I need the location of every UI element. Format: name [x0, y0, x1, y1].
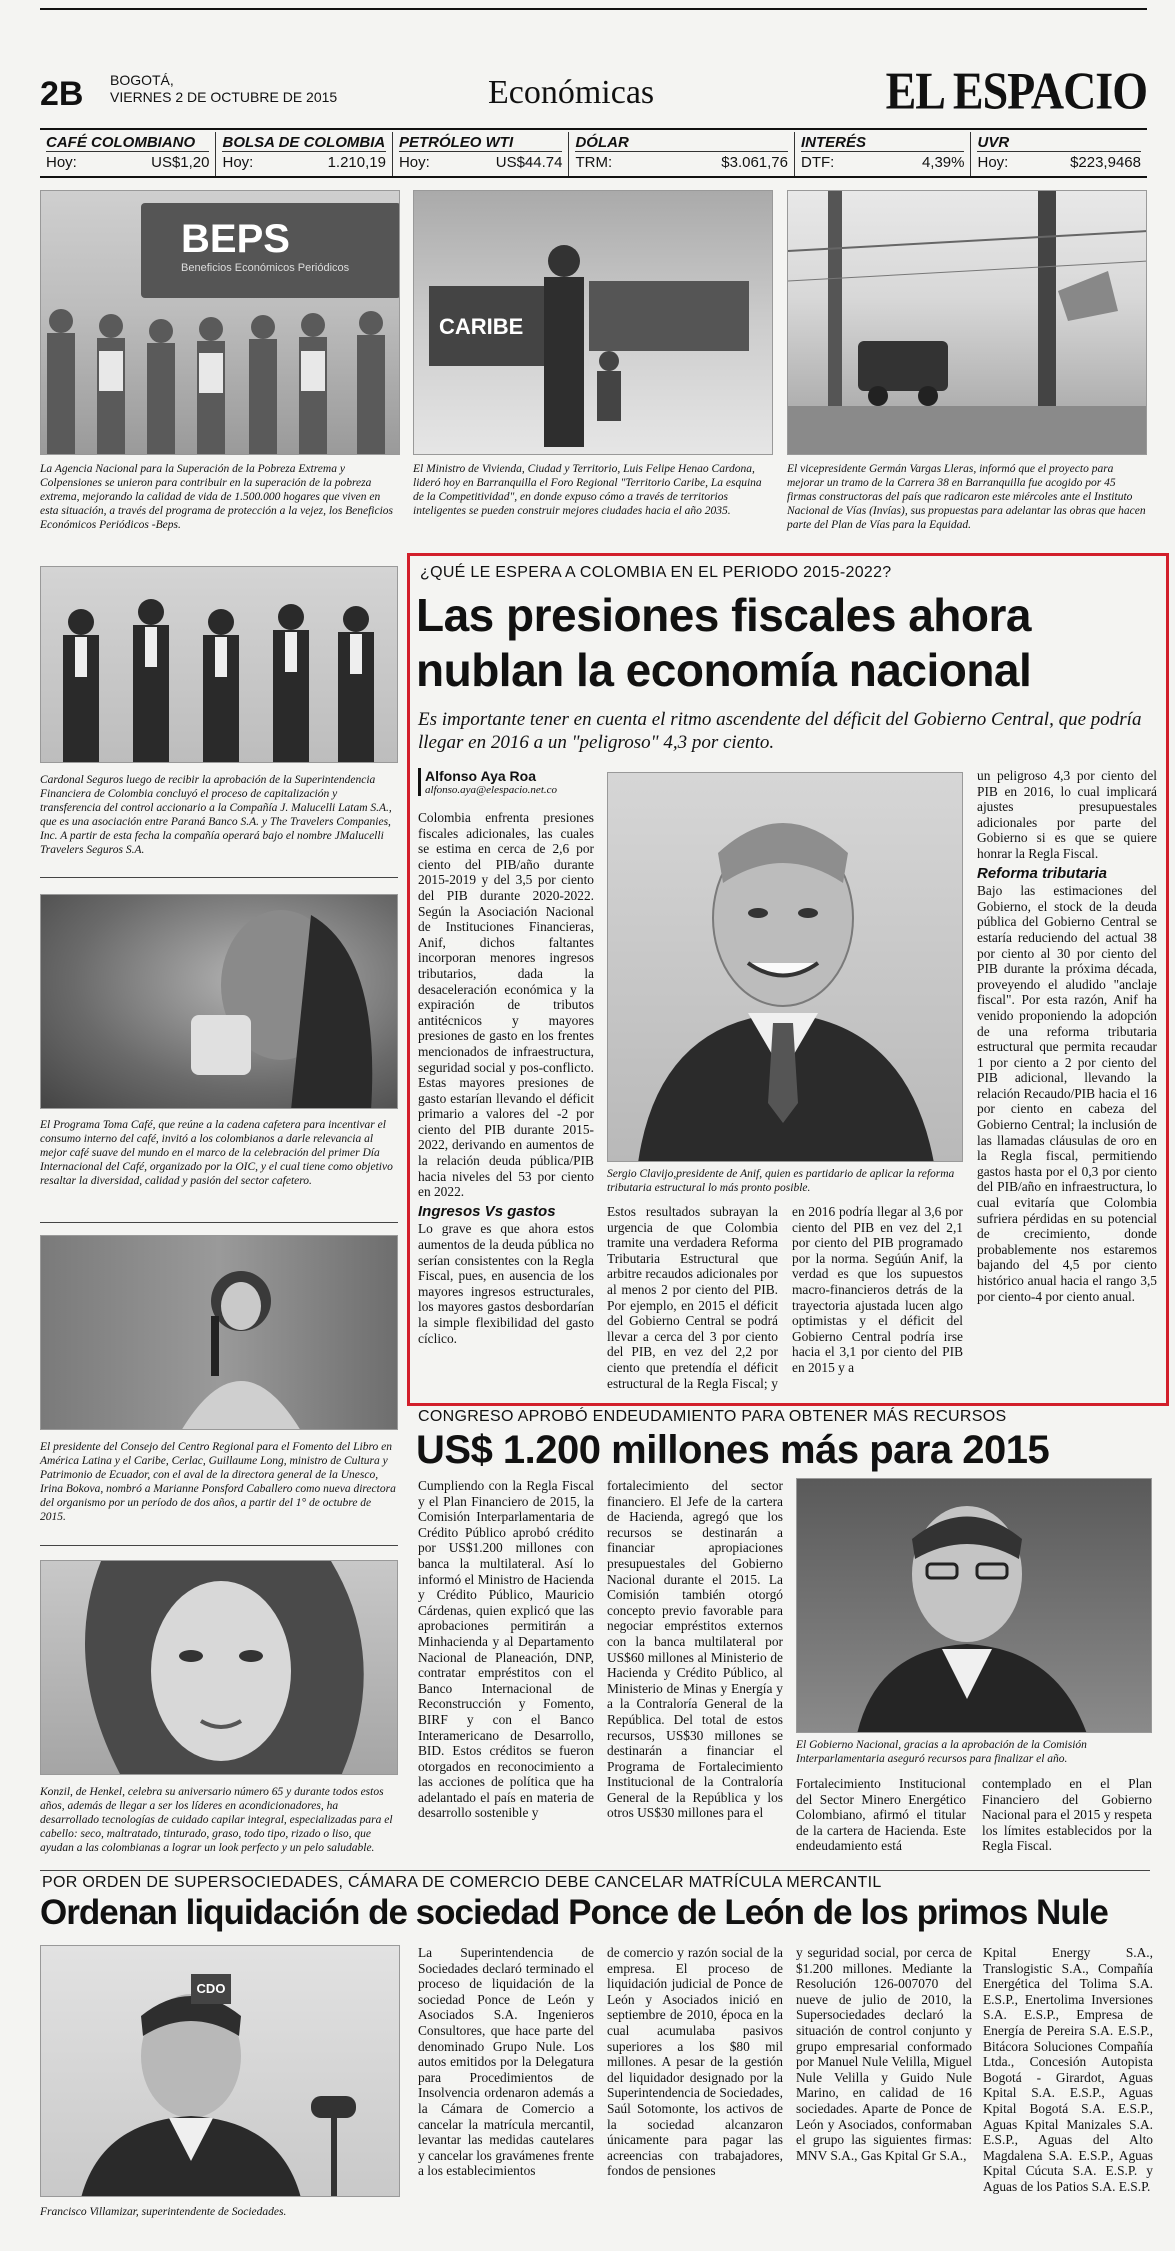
group-people-silhouettes: [41, 281, 400, 455]
forum-banner-text: CARIBE: [439, 314, 524, 339]
paragraph: Estos resultados subrayan la urgencia de que Colombia tramite una verdadera Reforma Tributaria Estructural que arbitre recaudos adicionales por al menos 2 por ciento del PIB. Por ejemplo, en 2015 el déficit del Gobierno Central se podrá llevar a cerca del 3 por ciento del PIB, en vez del 2,2 por ciento que pretendía el déficit estructural de la Regla Fiscal; y en 2016 podría llegar al 3,6 por ciento del PIB en vez del 2,1 por ciento del PIB programado por la norma. Segúún Anif, la verdad es que los supuestos macro-financieros detrás de la trayectoria ajustada lucen algo optimistas y el déficit del Gobierno Central podría irse hacia el 3,1 por ciento del PIB en 2015 y a: [607, 1204, 963, 1391]
subhead: Reforma tributaria: [977, 864, 1108, 882]
paragraph: Kpital Energy S.A., Translogistic S.A., Compañía Energética del Tolima S.A. E.S.P., Enertolima Inversiones S.A. E.S.P., Empresa de Energía de Pereira S.A. E.S.P., Bitácora Soluciones Compañía Ltda., Concesión Autopista Bogotá - Girardot, Aguas Kpital S.A. E.S.P., Aguas Kpital Bogotá S.A. E.S.P., Aguas Kpital Manizales S.A. E.S.P., Aguas del Alto Magdalena S.A. E.S.P., Aguas Kpital Cúcuta S.A. E.S.P. y Aguas de los Patios S.A. E.S.P.: [983, 1945, 1153, 2194]
third-story-column-3: [796, 1945, 972, 2163]
ticker-title: UVR: [977, 134, 1140, 152]
paragraph: Fortalecimiento Institucional del Sector Minero Energético Colombiano, afirmó el titular de la cartera de Hacienda. Este endeudamiento está: [796, 1776, 966, 1854]
dateline-city: BOGOTÁ,: [110, 72, 174, 88]
third-story-kicker: POR ORDEN DE SUPERSOCIEDADES, CÁMARA DE COMERCIO DEBE CANCELAR MATRÍCULA MERCANTIL: [42, 1874, 882, 1891]
ticker-value: 1.210,19: [327, 154, 386, 171]
main-story-column-4: [977, 768, 1157, 1304]
left-divider: [40, 877, 398, 878]
cdo-logo: CDO: [191, 1974, 231, 2004]
executives-silhouettes: [41, 567, 398, 763]
ticker-title: PETRÓLEO WTI: [399, 134, 562, 152]
street-scene: [788, 191, 1147, 455]
caption-forum: El Ministro de Vivienda, Ciudad y Territorio, Luis Felipe Henao Cardona, lideró hoy en Barranquilla el Foro Regional "Territorio Caribe, La esquina de la Competitividad", en donde expuso cómo a través de territorios inteligentes se pueden construir mejores ciudades hacia el año 2035.: [413, 463, 762, 517]
ticker-cafe: [40, 132, 216, 176]
top-rule: [40, 8, 1147, 10]
ticker-value: US$44.74: [495, 154, 563, 171]
caption-konzil: Konzil, de Henkel, celebra su aniversario número 65 y durante todos estos años, además de llegar a ser los líderes en acondicionadores, ha desarrollado tecnologías de cuidado capilar integral, especializadas para el cabello: seco, maltratado, tinturado, graso, todo tipo, rizado o liso, que ayudan a las colombianas a lograr un look perfecto y un pelo saludable.: [40, 1786, 393, 1854]
dateline-date: VIERNES 2 DE OCTUBRE DE 2015: [110, 89, 338, 105]
paragraph: Colombia enfrenta presiones fiscales adicionales, las cuales se estima en cerca de 2,6 por ciento del PIB/año durante 2015-2019 y del 3,5 por ciento del PIB durante 2020-2022. Según la Asociación Nacional de Instituciones Financieras, Anif, dichos faltantes incorporan menores ingresos tributarios, dada la desaceleración económica y la expiración de tributos antitécnicos y mayores presiones de gasto en los frentes mencionados de infraestructura, seguridad social y pos-conflicto. Estas mayores presiones de gasto estarían llevando el déficit primario a valores del -2 por ciento del PIB durante 2015-2022, derivando en aumentos de la relación deuda pública/PIB hacia niveles del 53 por ciento en 2022.: [418, 810, 594, 1200]
caption-beps: La Agencia Nacional para la Superación de la Pobreza Extrema y Colpensiones se unieron para contribuir en la superación de la pobreza extrema, mejorando la calidad de vida de 1.500.000 hogares que viven en esta situación, a través del programa de protección a la vejez, los Beneficios Económicos Periódicos -Beps.: [40, 463, 394, 531]
paragraph: un peligroso 4,3 por ciento del PIB en 2016, lo cual implicará ajustes presupuestales adicionales por parte del Gobierno si es que se quiere honrar la Regla Fiscal.: [977, 768, 1157, 861]
ticker-label: Hoy:: [977, 154, 1009, 171]
paragraph: Bajo las estimaciones del Gobierno, el stock de la deuda pública del Gobierno Central se estaría reduciendo del actual 38 por ciento al 30 por ciento del PIB durante la próxima década, proveyendo el aludido "anclaje fiscal". Por esta razón, Anif ha venido proponiendo la adopción de una reforma tributaria estructural que permita recaudar 1 por ciento a 2 por ciento del PIB adicional, llevando la relación Recaudo/PIB hacia el 16 por ciento en cabeza del Gobierno Central; la inclusión de las llamadas cláusulas de oro en la Regla fiscal, permitiendo gastos hasta por el 0,3 por ciento del PIB/año en infraestructura, lo cual evitaría que Colombia sufriera pérdidas en su potencial de crecimiento, donde probablemente nos estaremos bajando del 4,5 por ciento histórico anual hacia el rango 3,5 por ciento-4 por ciento anual.: [977, 883, 1157, 1304]
paragraph: Cumpliendo con la Regla Fiscal y el Plan Financiero de 2015, la Comisión Interparlamentaria de Crédito Público aprobó crédito por US$1.200 millones con banca la multilateral. Así lo informó el Ministro de Hacienda y Crédito Público, Mauricio Cárdenas, quien explicó que las aprobaciones permitirán a Minhacienda y al Departamento Nacional de Planeación, DNP, contratar empréstitos con el Banco Internacional de Reconstrucción y Fomento, BIRF y con el Banco Interamericano de Desarrollo, BID. Estos créditos se fueron otorgados en reconocimiento a las acciones de política que ha adelantado el país en materia de desarrollo sostenible y: [418, 1478, 594, 1821]
ticker-label: TRM:: [575, 154, 613, 171]
seguros-photo: [40, 566, 398, 763]
beps-photo: [40, 190, 400, 455]
paragraph: contemplado en el Plan Financiero del Gobierno Nacional para el 2015 y respeta los límites establecidos por la Regla Fiscal.: [982, 1776, 1152, 1854]
masthead-rule: [40, 128, 1147, 130]
caption-clavijo: Sergio Clavijo,presidente de Anif, quien es partidario de aplicar la reforma tributaria estructural lo más pronto posible.: [607, 1168, 955, 1194]
ticker-value: $223,9468: [1070, 154, 1141, 171]
caption-villamizar: Francisco Villamizar, superintendente de Sociedades.: [40, 2206, 287, 2218]
caption-coffee: El Programa Toma Café, que reúne a la cadena cafetera para incentivar el consumo interno del café, invitó a los colombianos a darle relevancia al mejor café suave del mundo en el marco de la celebración del primer Día Internacional del Café, organizado por la OIC, y el cual tiene como objetivo resaltar la diversidad, calidad y pasión del sector cafetero.: [40, 1119, 393, 1187]
byline: [418, 768, 594, 796]
konzil-photo: [40, 1560, 398, 1775]
market-ticker: [40, 132, 1147, 178]
ticker-bolsa: [216, 132, 392, 176]
third-story-column-4: [983, 1945, 1153, 2195]
model-portrait-silhouette: [41, 1561, 398, 1775]
third-story-column-1: [418, 1945, 594, 2179]
third-story-headline: Ordenan liquidación de sociedad Ponce de León de los primos Nule: [40, 1893, 1108, 1932]
ticker-title: INTERÉS: [801, 134, 964, 152]
dateline: [110, 72, 337, 106]
author-name: Alfonso Aya Roa: [425, 768, 536, 784]
beps-banner-text: BEPS: [181, 217, 290, 261]
newspaper-logo: EL ESPACIO: [885, 61, 1147, 120]
main-story-column-2-3: [607, 1204, 963, 1399]
man-portrait-silhouette: [608, 773, 963, 1162]
ticker-interes: [795, 132, 971, 176]
ticker-uvr: [971, 132, 1146, 176]
ticker-title: DÓLAR: [575, 134, 788, 152]
paragraph: fortalecimiento del sector financiero. El Jefe de la cartera de Hacienda, agregó que los recursos se destinarán a financiar apropiaciones presupuestales del Gobierno Nacional durante el 2015. La Comisión también otorgó concepto previo favorable para negociar empréstitos externos con la banca multilateral por US$60 millones al Ministerio de Hacienda y Crédito Público, al Ministerio de Minas y Energía y a la Contraloría General de la República. Del total de estos recursos, US$30 millones se destinarán a financiar el Programa de Fortalecimiento Institucional de la Contraloría General de la República y los otros US$30 millones para el: [607, 1478, 783, 1821]
ticker-title: BOLSA DE COLOMBIA: [222, 134, 386, 151]
ticker-label: Hoy:: [46, 154, 77, 171]
beps-banner-subtext: Beneficios Económicos Periódicos: [181, 262, 350, 274]
section-divider: [40, 1870, 1150, 1871]
road-photo: [787, 190, 1147, 455]
caption-hacienda: El Gobierno Nacional, gracias a la aprobación de la Comisión Interparlamentaria aseguró recursos para finalizar el año.: [796, 1739, 1087, 1765]
clavijo-photo: [607, 772, 963, 1162]
main-story-column-1: [418, 810, 594, 1346]
ticker-value: $3.061,76: [721, 154, 788, 171]
main-story-headline-line-2: nublan la economía nacional: [416, 644, 1032, 696]
main-story-deck: Es importante tener en cuenta el ritmo ascendente del déficit del Gobierno Central, que podría llegar en 2016 a un "peligroso" 4,3 por ciento.: [418, 709, 1142, 753]
ticker-value: 4,39%: [921, 154, 965, 171]
second-story-kicker: CONGRESO APROBÓ ENDEUDAMIENTO PARA OBTENER MÁS RECURSOS: [418, 1408, 1007, 1425]
third-story-column-2: [607, 1945, 783, 2179]
left-divider: [40, 1222, 398, 1223]
ticker-label: DTF:: [801, 154, 835, 171]
villamizar-photo: [40, 1945, 400, 2197]
author-email: alfonso.aya@elespacio.net.co: [425, 784, 558, 796]
second-story-headline: US$ 1.200 millones más para 2015: [416, 1428, 1050, 1472]
page-number: 2B: [40, 75, 84, 113]
speaker-silhouette: [414, 191, 773, 455]
paragraph: Lo grave es que ahora estos aumentos de la deuda pública no serían consistentes con la Regla Fiscal, pues, en ausencia de los mayores ingresos estructurales, los mayores gastos desbordarían la simple flexibilidad del gasto cíclico.: [418, 1221, 594, 1346]
main-story-kicker: ¿QUÉ LE ESPERA A COLOMBIA EN EL PERIODO 2015-2022?: [420, 564, 892, 581]
forum-photo: [413, 190, 773, 455]
woman-coffee-silhouette: [41, 895, 398, 1109]
ticker-value: US$1,20: [151, 154, 210, 171]
ticker-dolar: [569, 132, 795, 176]
second-story-column-1: [418, 1478, 594, 1821]
caption-cerlac: El presidente del Consejo del Centro Regional para el Fomento del Libro en América Latina y el Caribe, Cerlac, Guillaume Long, ministro de Cultura y Patrimonio de Ecuador, con el aval de la directora general de la Unesco, Irina Bokova, nombró a Marianne Ponsford Caballero como nueva directora del organismo por un período de dos años, a partir del 1° de octubre de 2015.: [40, 1441, 396, 1523]
second-story-column-3: [796, 1776, 966, 1854]
paragraph: de comercio y razón social de la empresa. El proceso de liquidación judicial de Ponce de León y Asociados inició en septiembre de 2010, época en la cual acumulaba pasivos superiores a los $80 mil millones. A pesar de la gestión del liquidador designado por la Superintendencia de Sociedades, Saúl Sotomonte, los activos de la sociedad alcanzaron únicamente para pagar las acreencias con trabajadores, fondos de pensiones: [607, 1945, 783, 2179]
speaker-woman-silhouette: [41, 1236, 398, 1430]
paragraph: La Superintendencia de Sociedades declaró terminado el proceso de liquidación de la sociedad Ponce de León y Asociados S.A. Ingenieros Consultores, que hace parte del denominado Grupo Nule. Los autos emitidos por la Delegatura para Procedimientos de Insolvencia ordenaron además a la Cámara de Comercio a cancelar la matrícula mercantil, levantar las medidas cautelares y cancelar los gravámenes frente a los establecimientos: [418, 1945, 594, 2179]
second-story-column-2: [607, 1478, 783, 1821]
caption-road: El vicepresidente Germán Vargas Lleras, informó que el proyecto para mejorar un tramo de la Carrera 38 en Barranquilla fue acogido por 45 firmas constructoras del país que radicaron este miércoles ante el Instituto Nacional de Vías (Invías), sus propuestas para adelantar las obras que hacen parte del Plan de Vías para la Equidad.: [787, 463, 1146, 531]
cerlac-photo: [40, 1235, 398, 1430]
caption-seguros: Cardonal Seguros luego de recibir la aprobación de la Superintendencia Financiera de Colombia concluyó el proceso de capitalización y transferencia del control accionario a la Compañía J. Malucelli Latam S.A., que es una asociación entre Paraná Banco S.A. y The Travelers Companies, Inc. A partir de esta fecha la compañía operará bajo el nombre JMalucelli Travelers Seguros S.A.: [40, 774, 392, 856]
subhead: Ingresos Vs gastos: [418, 1202, 556, 1220]
hacienda-photo: [796, 1478, 1152, 1733]
ticker-label: Hoy:: [222, 154, 254, 171]
coffee-photo: [40, 894, 398, 1109]
ticker-title: CAFÉ COLOMBIANO: [46, 134, 209, 152]
ticker-petroleo: [393, 132, 569, 176]
section-title: Económicas: [488, 74, 655, 111]
second-story-column-4: [982, 1776, 1152, 1854]
paragraph: y seguridad social, por cerca de $1.200 millones. Mediante la Resolución 126-007070 del nueve de julio de 2010, la Supersociedades declaró la situación de control conjunto y grupo empresarial conformado por Manuel Nule Velilla, Miguel Nule Velilla y Guido Nule Marino, en calidad de 16 sociedades. Aparte de Ponce de León y Asociados, conformaban el grupo las siguientes firmas: MNV S.A., Gas Kpital Gr S.A.,: [796, 1945, 972, 2163]
ticker-label: Hoy:: [398, 154, 430, 171]
main-story-headline-line-1: Las presiones fiscales ahora: [416, 589, 1031, 641]
minister-silhouette: [797, 1479, 1152, 1733]
left-divider: [40, 1545, 398, 1546]
